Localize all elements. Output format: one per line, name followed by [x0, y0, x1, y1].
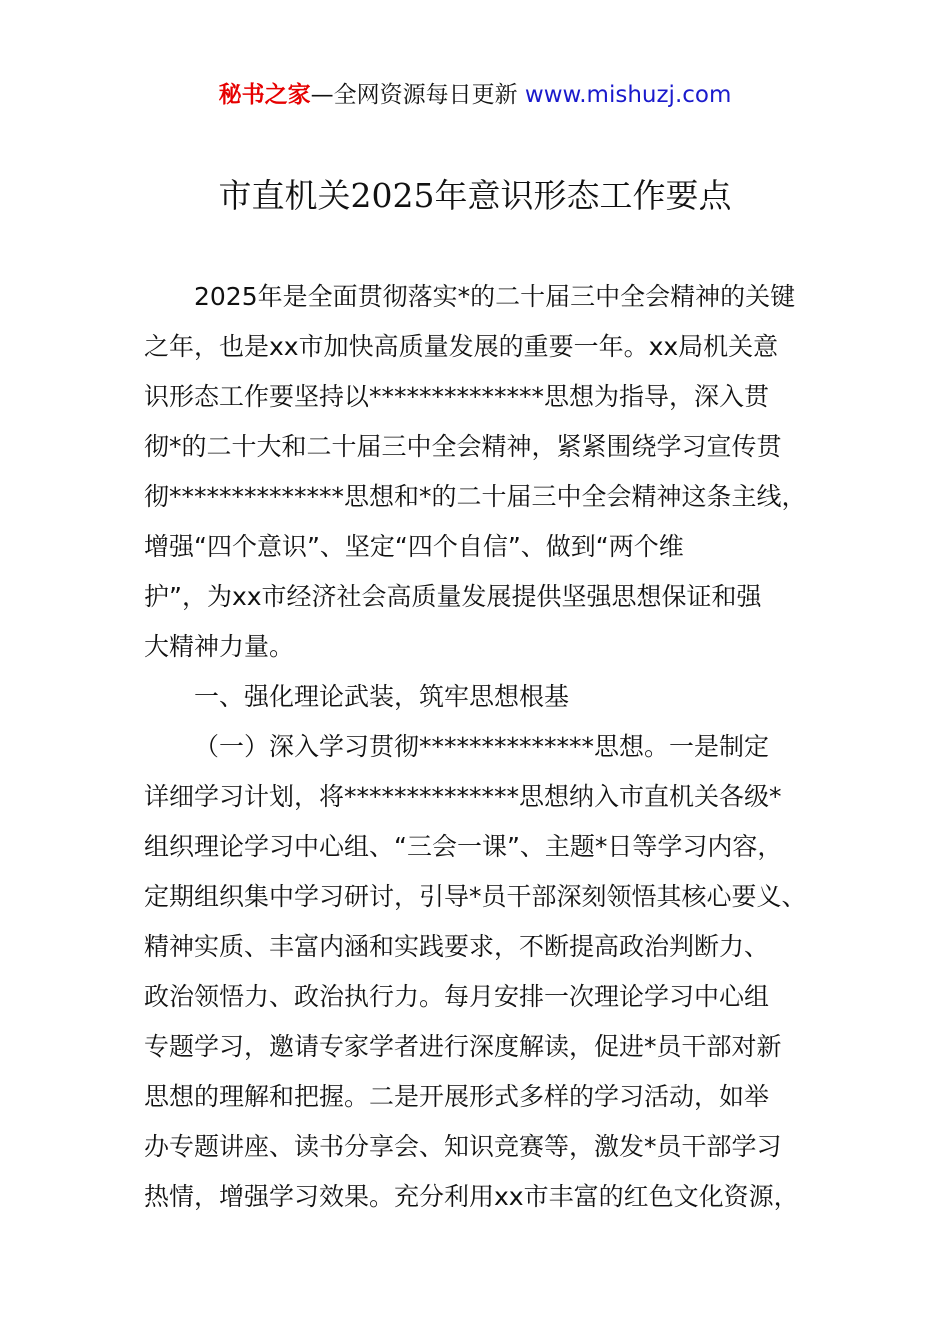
paragraph-line: 识形态工作要坚持以**************思想为指导，深入贯: [144, 382, 770, 411]
paragraph-line: 详细学习计划，将**************思想纳入市直机关各级*: [144, 782, 782, 811]
section-heading: 一、强化理论武装，筑牢思想根基: [194, 682, 570, 711]
paragraph-line: 大精神力量。: [144, 632, 295, 661]
paragraph-line: 组织理论学习中心组、“三会一课”、主题*日等学习内容，: [144, 832, 783, 861]
paragraph-line: 思想的理解和把握。二是开展形式多样的学习活动，如举: [144, 1082, 770, 1111]
site-header: [0, 78, 950, 112]
subsection-heading-line: （一）深入学习贯彻**************思想。一是制定: [194, 732, 770, 761]
brand-name: 秘书之家: [218, 82, 311, 108]
paragraph-line: 精神实质、丰富内涵和实践要求，不断提高政治判断力、: [144, 932, 770, 961]
paragraph-line: 热情，增强学习效果。充分利用xx市丰富的红色文化资源，: [144, 1182, 799, 1211]
paragraph-line: 2025年是全面贯彻落实*的二十届三中全会精神的关键: [194, 282, 796, 311]
paragraph-line: 办专题讲座、读书分享会、知识竞赛等，激发*员干部学习: [144, 1132, 782, 1161]
paragraph-line: 彻**************思想和*的二十届三中全会精神这条主线，: [144, 482, 807, 511]
site-url[interactable]: www.mishuzj.com: [524, 82, 732, 108]
paragraph-line: 政治领悟力、政治执行力。每月安排一次理论学习中心组: [144, 982, 770, 1011]
paragraph-line: 之年，也是xx市加快高质量发展的重要一年。xx局机关意: [144, 332, 779, 361]
paragraph-line: 专题学习，邀请专家学者进行深度解读，促进*员干部对新: [144, 1032, 782, 1061]
document-title: 市直机关2025年意识形态工作要点: [218, 176, 732, 215]
paragraph-line: 彻*的二十大和二十届三中全会精神，紧紧围绕学习宣传贯: [144, 432, 782, 461]
paragraph-line: 护”，为xx市经济社会高质量发展提供坚强思想保证和强: [144, 582, 762, 611]
paragraph-line: 增强“四个意识”、坚定“四个自信”、做到“两个维: [144, 532, 684, 561]
paragraph-line: 定期组织集中学习研讨，引导*员干部深刻领悟其核心要义、: [144, 882, 807, 911]
document-body: [144, 272, 844, 1222]
site-tagline: —全网资源每日更新: [310, 82, 525, 108]
